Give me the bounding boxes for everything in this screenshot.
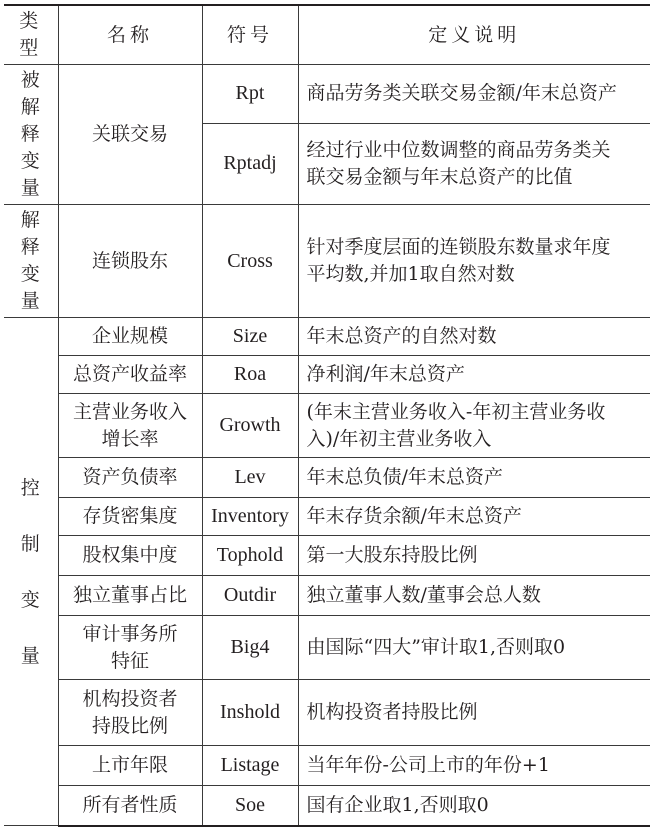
variable-name: 所有者性质 bbox=[58, 786, 202, 826]
category-text: 控 bbox=[20, 476, 41, 499]
name-line: 增长率 bbox=[101, 427, 159, 450]
variable-definition: 国有企业取1,否则取0 bbox=[298, 786, 650, 826]
table-row bbox=[4, 576, 650, 616]
variable-name: 企业规模 bbox=[58, 318, 202, 356]
variable-name: 股权集中度 bbox=[58, 536, 202, 576]
variable-name bbox=[58, 616, 202, 680]
header-symbol: 符号 bbox=[202, 5, 298, 65]
table-row bbox=[4, 616, 650, 680]
definition-line: 商品劳务类关联交易金额/年末总资产 bbox=[306, 82, 617, 105]
category-text: 变量 bbox=[20, 263, 41, 312]
table-row bbox=[4, 318, 650, 356]
variable-name: 存货密集度 bbox=[58, 498, 202, 536]
category-text: 制 bbox=[20, 532, 41, 555]
table-row bbox=[4, 205, 650, 318]
header-row bbox=[4, 5, 650, 65]
category-cell bbox=[4, 205, 58, 318]
variable-definition: 独立董事人数/董事会总人数 bbox=[298, 576, 650, 616]
variable-symbol: Size bbox=[202, 318, 298, 356]
category-cell bbox=[4, 65, 58, 205]
table-row bbox=[4, 680, 650, 746]
variable-symbol: Cross bbox=[202, 205, 298, 318]
category-text: 解释 bbox=[20, 209, 41, 258]
header-definition: 定义说明 bbox=[298, 5, 650, 65]
variable-definition bbox=[298, 205, 650, 318]
definition-line: 经过行业中位数调整的商品劳务类关 bbox=[306, 138, 611, 161]
name-line: 持股比例 bbox=[91, 714, 168, 737]
variable-definition: 净利润/年末总资产 bbox=[298, 356, 650, 394]
definition-line: 针对季度层面的连锁股东数量求年度 bbox=[306, 236, 611, 258]
variable-symbol: Outdir bbox=[202, 576, 298, 616]
header-type: 类型 bbox=[4, 5, 58, 65]
category-text: 变量 bbox=[20, 150, 41, 199]
variable-definition: 当年年份-公司上市的年份+1 bbox=[298, 746, 650, 786]
variable-symbol: Soe bbox=[202, 786, 298, 826]
name-line: 主营业务收入 bbox=[72, 400, 187, 423]
definition-line: 入)/年初主营业务收入 bbox=[306, 427, 492, 450]
variable-name: 独立董事占比 bbox=[58, 576, 202, 616]
variable-name: 连锁股东 bbox=[58, 205, 202, 318]
header-name: 名称 bbox=[58, 5, 202, 65]
variable-name: 上市年限 bbox=[58, 746, 202, 786]
variable-definition: 第一大股东持股比例 bbox=[298, 536, 650, 576]
definition-line: (年末主营业务收入-年初主营业务收 bbox=[306, 400, 606, 423]
definition-line: 平均数,并加1取自然对数 bbox=[306, 263, 515, 285]
variable-symbol: Listage bbox=[202, 746, 298, 786]
name-line: 特征 bbox=[110, 649, 149, 672]
variable-definition bbox=[298, 123, 650, 204]
variable-definition: 年末总资产的自然对数 bbox=[298, 318, 650, 356]
category-text: 解释 bbox=[20, 96, 41, 145]
variable-definition: 年末存货余额/年末总资产 bbox=[298, 498, 650, 536]
definition-line: 联交易金额与年末总资产的比值 bbox=[306, 165, 573, 188]
table-row bbox=[4, 394, 650, 458]
variable-name bbox=[58, 394, 202, 458]
variable-definition: 年末总负债/年末总资产 bbox=[298, 458, 650, 498]
table-row bbox=[4, 746, 650, 786]
variable-symbol: Big4 bbox=[202, 616, 298, 680]
variable-definition bbox=[298, 65, 650, 124]
variable-symbol: Inshold bbox=[202, 680, 298, 746]
name-line: 审计事务所 bbox=[82, 622, 178, 645]
category-cell bbox=[4, 318, 58, 826]
variable-name: 资产负债率 bbox=[58, 458, 202, 498]
variable-symbol: Rptadj bbox=[202, 123, 298, 204]
variable-symbol: Tophold bbox=[202, 536, 298, 576]
variable-symbol: Rpt bbox=[202, 65, 298, 124]
category-text: 被 bbox=[20, 69, 41, 91]
table-row bbox=[4, 498, 650, 536]
table-row bbox=[4, 786, 650, 826]
variable-definition bbox=[298, 394, 650, 458]
table-row bbox=[4, 65, 650, 124]
name-line: 机构投资者 bbox=[82, 687, 178, 710]
variable-symbol: Roa bbox=[202, 356, 298, 394]
category-text: 量 bbox=[20, 644, 41, 667]
variable-symbol: Inventory bbox=[202, 498, 298, 536]
variable-name: 总资产收益率 bbox=[58, 356, 202, 394]
variable-name: 关联交易 bbox=[58, 65, 202, 205]
variable-definition: 机构投资者持股比例 bbox=[298, 680, 650, 746]
table-row bbox=[4, 356, 650, 394]
category-text: 变 bbox=[20, 588, 41, 611]
table-row bbox=[4, 458, 650, 498]
table-row bbox=[4, 536, 650, 576]
variable-name bbox=[58, 680, 202, 746]
variable-definition: 由国际“四大”审计取1,否则取0 bbox=[298, 616, 650, 680]
variable-definition-table bbox=[4, 4, 650, 827]
variable-symbol: Lev bbox=[202, 458, 298, 498]
variable-symbol: Growth bbox=[202, 394, 298, 458]
